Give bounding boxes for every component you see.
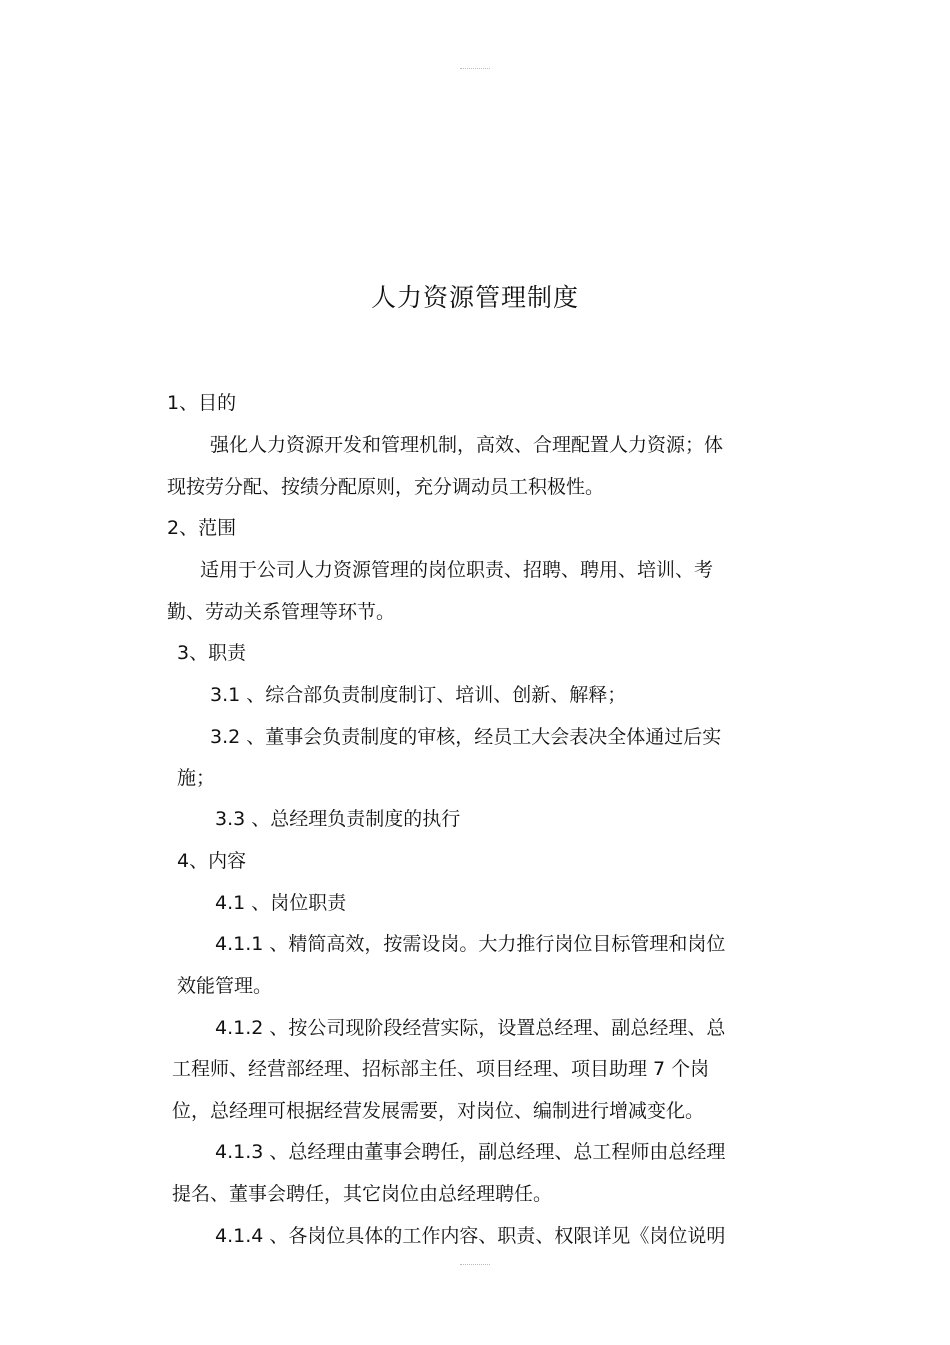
document-title: 人力资源管理制度 bbox=[370, 283, 579, 312]
section-heading-scope: 2、范围 bbox=[167, 517, 237, 539]
clause-line: 4.1.4 、各岗位具体的工作内容、职责、权限详见《岗位说明 bbox=[215, 1225, 726, 1247]
section-heading-content: 4、内容 bbox=[177, 850, 247, 872]
paragraph-line: 适用于公司人力资源管理的岗位职责、招聘、聘用、培训、考 bbox=[200, 559, 714, 581]
section-heading-duties: 3、职责 bbox=[177, 642, 247, 664]
paragraph-line: 强化人力资源开发和管理机制，高效、合理配置人力资源；体 bbox=[210, 434, 724, 456]
clause-line: 3.3 、总经理负责制度的执行 bbox=[215, 808, 461, 830]
clause-line: 施； bbox=[177, 767, 216, 789]
clause-line: 工程师、经营部经理、招标部主任、项目经理、项目助理 7 个岗 bbox=[172, 1058, 710, 1080]
clause-line: 3.1 、综合部负责制度制订、培训、创新、解释； bbox=[210, 684, 627, 706]
clause-line: 4.1.1 、精简高效，按需设岗。大力推行岗位目标管理和岗位 bbox=[215, 933, 726, 955]
clause-line: 4.1.2 、按公司现阶段经营实际，设置总经理、副总经理、总 bbox=[215, 1017, 726, 1039]
paragraph-line: 现按劳分配、按绩分配原则，充分调动员工积极性。 bbox=[167, 476, 605, 498]
clause-line: 4.1 、岗位职责 bbox=[215, 892, 347, 914]
clause-line: 3.2 、董事会负责制度的审核，经员工大会表决全体通过后实 bbox=[210, 726, 722, 748]
section-heading-purpose: 1、目的 bbox=[167, 392, 237, 414]
clause-line: 位，总经理可根据经营发展需要，对岗位、编制进行增减变化。 bbox=[172, 1100, 705, 1122]
clause-line: 4.1.3 、总经理由董事会聘任，副总经理、总工程师由总经理 bbox=[215, 1141, 726, 1163]
clause-line: 提名、董事会聘任，其它岗位由总经理聘任。 bbox=[172, 1183, 553, 1205]
page-header-mark bbox=[460, 68, 490, 71]
clause-line: 效能管理。 bbox=[177, 975, 273, 997]
paragraph-line: 勤、劳动关系管理等环节。 bbox=[167, 601, 396, 623]
page-footer-mark bbox=[460, 1264, 490, 1267]
